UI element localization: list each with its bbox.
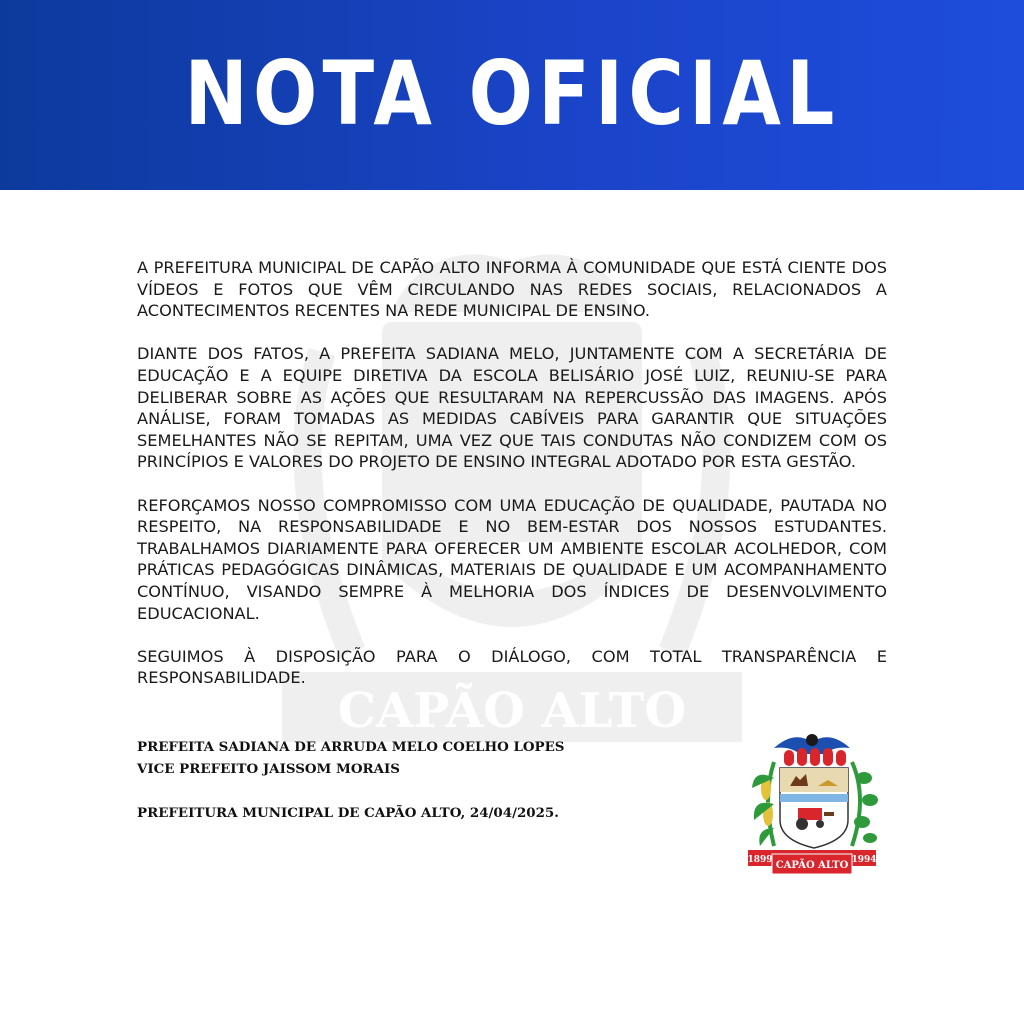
- crest-banner-text: CAPÃO ALTO: [775, 860, 849, 871]
- paragraph: DIANTE DOS FATOS, A PREFEITA SADIANA MELO, JUNTAMENTE COM A SECRETÁRIA DE EDUCAÇÃO E A EQUIPE DIRETIVA DA ESCOLA BELISÁRIO JOSÉ LUIZ, REUNIU-SE PARA DELIBERAR SOBRE AS AÇÕES QUE RESULTARAM NA REPERCUSSÃO DAS IMAGENS. APÓS ANÁLISE, FORAM TOMADAS AS MEDIDAS CABÍVEIS PARA GARANTIR QUE SITUAÇÕES SEMELHANTES NÃO SE REPITAM, UMA VEZ QUE TAIS CONDUTAS NÃO CONDIZEM COM OS PRINCÍPIOS E VALORES DO PROJETO DE ENSINO INTEGRAL ADOTADO POR ESTA GESTÃO.: [137, 344, 887, 472]
- header-banner: [0, 0, 1024, 190]
- page-title: NOTA OFICIAL: [184, 42, 840, 145]
- crest-year-right: 1994: [851, 855, 877, 865]
- coat-of-arms-icon: [744, 728, 880, 876]
- place-and-date: PREFEITURA MUNICIPAL DE CAPÃO ALTO, 24/04/2025.: [137, 805, 559, 821]
- crest-year-left: 1899: [747, 855, 773, 865]
- svg-text:CAPÃO ALTO: CAPÃO ALTO: [337, 683, 687, 739]
- paragraph: SEGUIMOS À DISPOSIÇÃO PARA O DIÁLOGO, COM TOTAL TRANSPARÊNCIA E RESPONSABILIDADE.: [137, 646, 887, 688]
- signature-vice-mayor: VICE PREFEITO JAISSOM MORAIS: [137, 761, 400, 777]
- note-body: [137, 257, 887, 689]
- paragraph: A PREFEITURA MUNICIPAL DE CAPÃO ALTO INFORMA À COMUNIDADE QUE ESTÁ CIENTE DOS VÍDEOS E FOTOS QUE VÊM CIRCULANDO NAS REDES SOCIAIS, RELACIONADOS A ACONTECIMENTOS RECENTES NA REDE MUNICIPAL DE ENSINO.: [137, 258, 887, 321]
- signature-mayor: PREFEITA SADIANA DE ARRUDA MELO COELHO LOPES: [137, 739, 565, 755]
- paragraph: REFORÇAMOS NOSSO COMPROMISSO COM UMA EDUCAÇÃO DE QUALIDADE, PAUTADA NO RESPEITO, NA RESPONSABILIDADE E NO BEM-ESTAR DOS NOSSOS ESTUDANTES. TRABALHAMOS DIARIAMENTE PARA OFERECER UM AMBIENTE ESCOLAR ACOLHEDOR, COM PRÁTICAS PEDAGÓGICAS DINÂMICAS, MATERIAIS DE QUALIDADE E UM ACOMPANHAMENTO CONTÍNUO, VISANDO SEMPRE À MELHORIA DOS ÍNDICES DE DESENVOLVIMENTO EDUCACIONAL.: [137, 495, 887, 623]
